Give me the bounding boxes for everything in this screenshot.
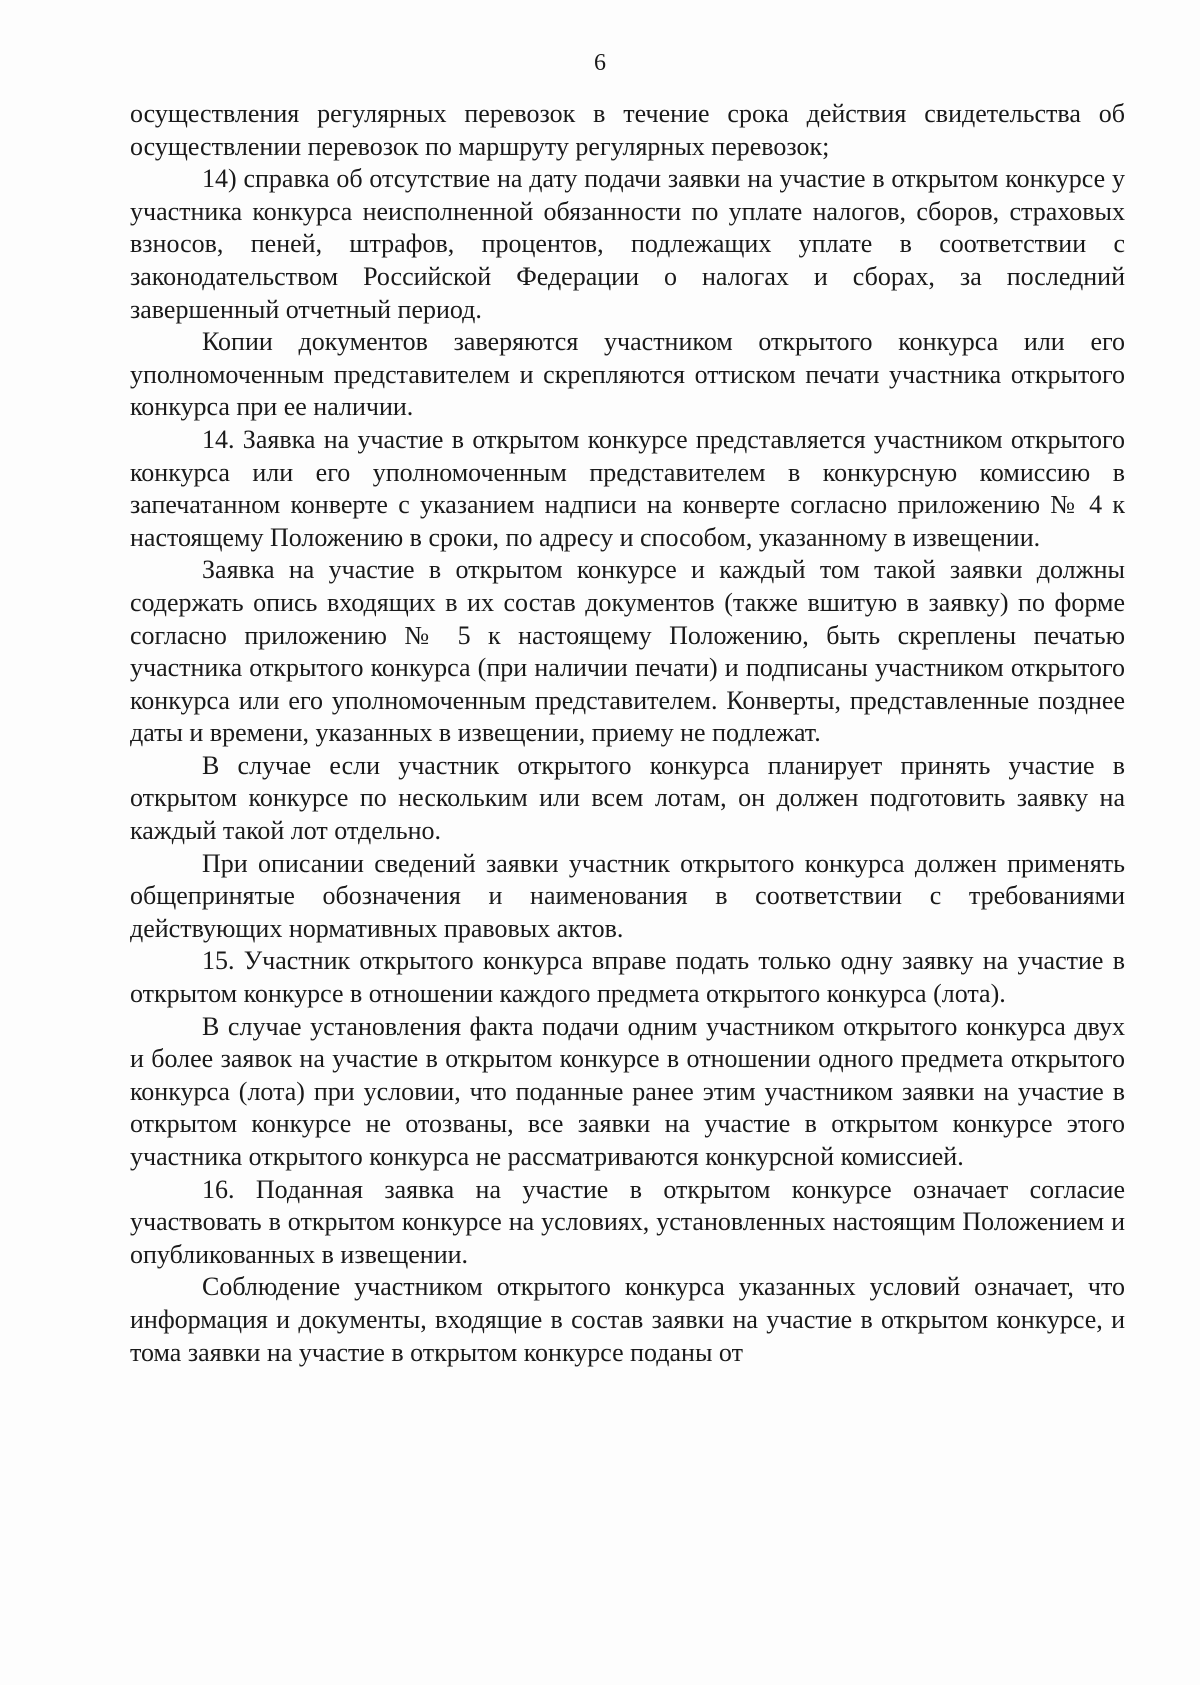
paragraph-section-15: 15. Участник открытого конкурса вправе подать только одну заявку на участие в открытом конкурсе в отношении каждого предмета открытого конкурса (лота). (130, 946, 1125, 1009)
paragraph-item-14-tax-certificate: 14) справка об отсутствие на дату подачи заявки на участие в открытом конкурсе у участника конкурса неисполненной обязанности по уплате налогов, сборов, страховых взносов, пеней, штрафов, процентов, подлежащих уплате в соответствии с законодательством Российской Федерации о налогах и сборах, за последний завершенный отчетный период. (130, 164, 1125, 324)
document-body (130, 98, 1125, 1369)
paragraph-duplicate-applications: В случае установления факта подачи одним участником открытого конкурса двух и более заявок на участие в открытом конкурсе в отношении одного предмета открытого конкурса (лота) при условии, что поданные ранее этим участником заявки на участие в открытом конкурсе не отозваны, все заявки на участие в открытом конкурсе этого участника открытого конкурса не рассматриваются конкурсной комиссией. (130, 1011, 1125, 1171)
paragraph-section-16: 16. Поданная заявка на участие в открытом конкурсе означает согласие участвовать в открытом конкурсе на условиях, установленных настоящим Положением и опубликованных в извещении. (130, 1174, 1125, 1269)
paragraph-multiple-lots: В случае если участник открытого конкурса планирует принять участие в открытом конкурсе по нескольким или всем лотам, он должен подготовить заявку на каждый такой лот отдельно. (130, 750, 1125, 846)
paragraph-document-copies: Копии документов заверяются участником открытого конкурса или его уполномоченным представителем и скрепляются оттиском печати участника открытого конкурса при ее наличии. (130, 327, 1125, 422)
page-number: 6 (594, 50, 606, 76)
paragraph-compliance: Соблюдение участником открытого конкурса указанных условий означает, что информация и документы, входящие в состав заявки на участие в открытом конкурсе, и тома заявки на участие в открытом конкурсе поданы от (130, 1272, 1125, 1367)
paragraph-continuation: осуществления регулярных перевозок в течение срока действия свидетельства об осуществлении перевозок по маршруту регулярных перевозок; (130, 99, 1125, 161)
paragraph-inventory-requirements: Заявка на участие в открытом конкурсе и каждый том такой заявки должны содержать опись входящих в их состав документов (также вшитую в заявку) по форме согласно приложению № 5 к настоящему Положению, быть скреплены печатью участника открытого конкурса (при наличии печати) и подписаны участником открытого конкурса или его уполномоченным представителем. Конверты, представленные позднее даты и времени, указанных в извещении, приему не подлежат. (130, 555, 1125, 748)
paragraph-section-14: 14. Заявка на участие в открытом конкурсе представляется участником открытого конкурса или его уполномоченным представителем в конкурсную комиссию в запечатанном конверте с указанием надписи на конверте согласно приложению № 4 к настоящему Положению в сроки, по адресу и способом, указанному в извещении. (130, 424, 1125, 552)
paragraph-designations: При описании сведений заявки участник открытого конкурса должен применять общепринятые обозначения и наименования в соответствии с требованиями действующих нормативных правовых актов. (130, 848, 1125, 943)
